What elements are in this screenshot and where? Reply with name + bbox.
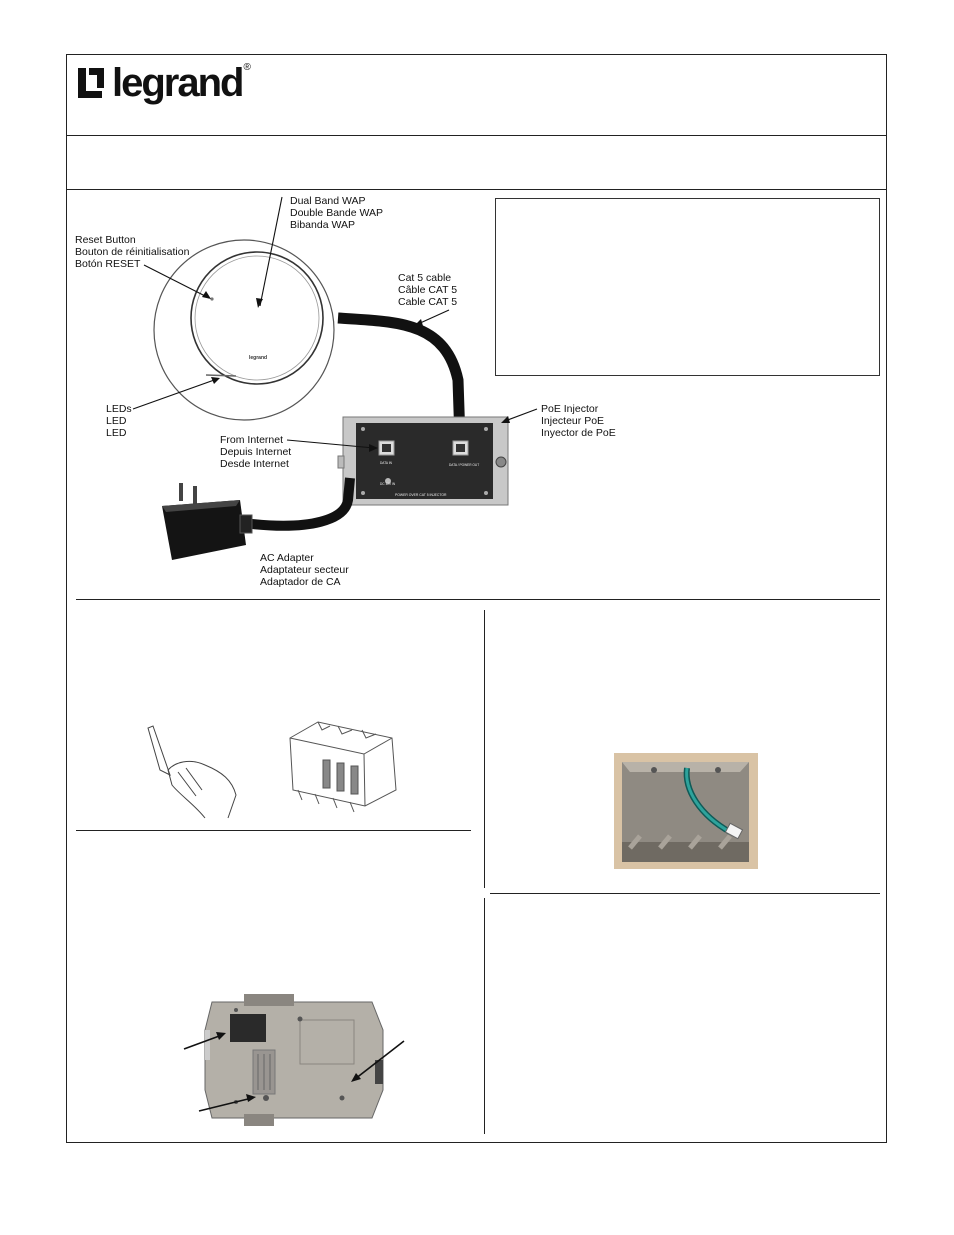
poe-injector-icon [338, 417, 508, 505]
injector-title: POWER OVER CAT 5 INJECTOR [395, 493, 447, 497]
label-poe-injector: PoE Injector Injecteur PoE Inyector de PoE [541, 403, 616, 439]
adapter-cable [252, 478, 350, 526]
logo-wordmark: legrand [112, 61, 243, 105]
label-leds: LEDs LED LED [106, 403, 132, 439]
dc-in-label: DC 12V IN [380, 482, 396, 486]
label-ac-adapter: AC Adapter Adaptateur secteur Adaptador de CA [260, 552, 349, 588]
wall-box-photo [614, 753, 758, 869]
port-in-label: DATA IN [380, 461, 392, 465]
cable-pointer [418, 310, 449, 324]
knife-hand-icon [148, 726, 236, 818]
registered-mark: ® [243, 61, 251, 73]
label-reset-button: Reset Button Bouton de réinitialisation Botón RESET [75, 234, 190, 270]
label-wap: Dual Band WAP Double Bande WAP Bibanda WAP [290, 195, 383, 231]
wap-logo-text: legrand [249, 355, 268, 361]
wap-back-plate-photo [205, 994, 383, 1126]
port-out-label: DATA / POWER OUT [449, 463, 480, 467]
mounting-bracket-icon [290, 722, 396, 812]
label-cat5-cable: Cat 5 cable Câble CAT 5 Cable CAT 5 [398, 272, 458, 308]
ac-adapter-icon [162, 483, 252, 560]
poe-pointer [505, 409, 537, 421]
label-from-internet: From Internet Depuis Internet Desde Internet [220, 434, 292, 470]
